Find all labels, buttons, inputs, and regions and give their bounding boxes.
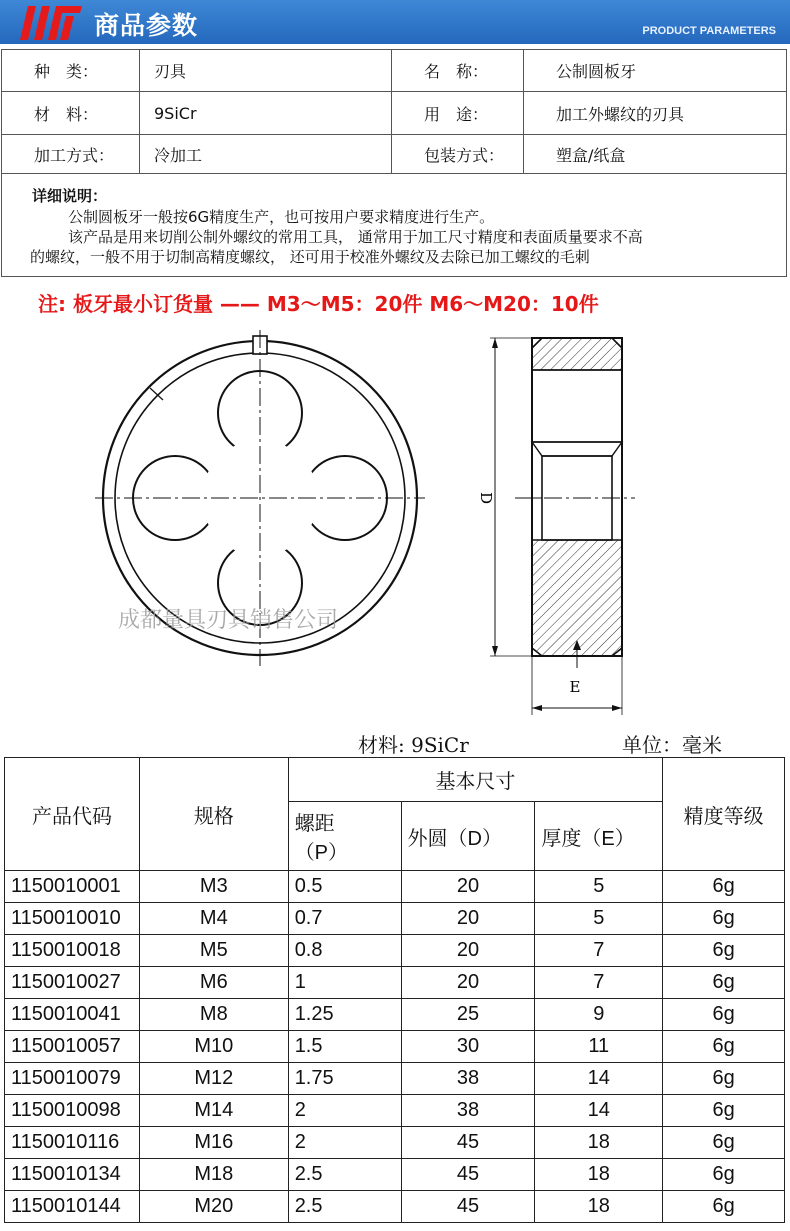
param-label: 种 类： (2, 50, 140, 91)
header-banner (0, 0, 790, 44)
cell-outer: 20 (401, 903, 535, 935)
page-title: 商品参数 (94, 11, 199, 40)
unit-label: 单位：毫米 (622, 733, 722, 757)
cell-pitch: 0.8 (288, 935, 401, 967)
cell-spec: M8 (139, 999, 288, 1031)
cell-pitch: 1.75 (288, 1063, 401, 1095)
param-label: 包装方式： (392, 135, 524, 173)
header-row (5, 758, 785, 802)
param-value: 加工外螺纹的刃具 (556, 104, 685, 124)
cell-thickness: 14 (535, 1095, 663, 1127)
param-label: 材 料： (2, 92, 140, 134)
cell-code: 1150010018 (5, 935, 140, 967)
table-row (5, 1191, 785, 1223)
table-row (5, 967, 785, 999)
table-row (5, 1127, 785, 1159)
cell-grade: 6g (663, 999, 785, 1031)
parameter-table (1, 49, 787, 277)
cell-code: 1150010116 (5, 1127, 140, 1159)
cell-code: 1150010144 (5, 1191, 140, 1223)
cell-outer: 20 (401, 967, 535, 999)
cell-thickness: 7 (535, 967, 663, 999)
cell-thickness: 18 (535, 1191, 663, 1223)
param-label: 加工方式： (2, 135, 140, 173)
param-value: 冷加工 (140, 135, 392, 173)
cell-outer: 45 (401, 1127, 535, 1159)
cell-grade: 6g (663, 935, 785, 967)
cell-grade: 6g (663, 1031, 785, 1063)
cell-outer: 20 (401, 871, 535, 903)
cell-code: 1150010079 (5, 1063, 140, 1095)
table-row (5, 999, 785, 1031)
param-value: 9SiCr (140, 92, 392, 134)
cell-grade: 6g (663, 1063, 785, 1095)
table-row (5, 871, 785, 903)
cell-thickness: 14 (535, 1063, 663, 1095)
cell-grade: 6g (663, 903, 785, 935)
cell-outer: 25 (401, 999, 535, 1031)
table-row (5, 1159, 785, 1191)
dimension-e-label: E (569, 678, 581, 696)
cell-pitch: 0.7 (288, 903, 401, 935)
header-basic-size: 基本尺寸 (288, 758, 663, 802)
header-thickness: 厚度（E） (535, 802, 663, 871)
cell-pitch: 1.25 (288, 999, 401, 1031)
cell-thickness: 18 (535, 1127, 663, 1159)
table-row (5, 1063, 785, 1095)
table-row (5, 903, 785, 935)
cell-outer: 38 (401, 1063, 535, 1095)
cell-pitch: 2.5 (288, 1191, 401, 1223)
cell-pitch: 0.5 (288, 871, 401, 903)
cell-spec: M4 (139, 903, 288, 935)
header-pitch-line2: （P） (294, 842, 349, 864)
cell-grade: 6g (663, 1127, 785, 1159)
cell-thickness: 5 (535, 871, 663, 903)
header-pitch (288, 802, 401, 871)
watermark-text: 成都量具刃具销售公司 (118, 608, 339, 633)
cell-spec: M18 (139, 1159, 288, 1191)
cell-spec: M5 (139, 935, 288, 967)
cell-code: 1150010027 (5, 967, 140, 999)
cell-outer: 45 (401, 1191, 535, 1223)
details-heading: 详细说明： (32, 187, 108, 205)
cell-grade: 6g (663, 1095, 785, 1127)
cell-thickness: 5 (535, 903, 663, 935)
cell-thickness: 11 (535, 1031, 663, 1063)
cell-code: 1150010010 (5, 903, 140, 935)
param-value: 刃具 (140, 50, 392, 91)
table-row (5, 1031, 785, 1063)
cell-spec: M12 (139, 1063, 288, 1095)
cell-spec: M10 (139, 1031, 288, 1063)
die-technical-drawing (95, 330, 655, 720)
cell-spec: M16 (139, 1127, 288, 1159)
cell-pitch: 1 (288, 967, 401, 999)
brand-logo (20, 4, 82, 42)
cell-spec: M14 (139, 1095, 288, 1127)
header-pitch-line1: 螺距 (294, 813, 335, 835)
cell-outer: 20 (401, 935, 535, 967)
cell-pitch: 2 (288, 1127, 401, 1159)
cell-code: 1150010041 (5, 999, 140, 1031)
cell-grade: 6g (663, 871, 785, 903)
cell-code: 1150010001 (5, 871, 140, 903)
table-row (5, 935, 785, 967)
cell-thickness: 9 (535, 999, 663, 1031)
param-label: 用 途： (392, 92, 524, 134)
cell-spec: M3 (139, 871, 288, 903)
header-outer: 外圆（D） (401, 802, 535, 871)
table-row (5, 1095, 785, 1127)
minimum-order-note: 注: 板牙最小订货量 —— M3～M5：20件 M6～M20：10件 (38, 292, 599, 316)
cell-grade: 6g (663, 1159, 785, 1191)
param-row (2, 92, 786, 135)
cell-outer: 30 (401, 1031, 535, 1063)
cell-code: 1150010098 (5, 1095, 140, 1127)
cell-grade: 6g (663, 1191, 785, 1223)
param-row (2, 135, 786, 174)
cell-spec: M6 (139, 967, 288, 999)
details-line: 的螺纹，一般不用于切制高精度螺纹， 还可用于校准外螺纹及去除已加工螺纹的毛刺 (30, 248, 590, 266)
specification-table (4, 757, 785, 1223)
cell-spec: M20 (139, 1191, 288, 1223)
details-line: 公制圆板牙一般按6G精度生产，也可按用户要求精度进行生产。 (68, 208, 495, 226)
header-spec: 规格 (139, 758, 288, 871)
side-view (477, 338, 635, 715)
header-code: 产品代码 (5, 758, 140, 871)
material-label: 材料: 9SiCr (358, 733, 469, 757)
cell-outer: 45 (401, 1159, 535, 1191)
param-value: 塑盒/纸盒 (556, 145, 626, 165)
cell-outer: 38 (401, 1095, 535, 1127)
cell-pitch: 2.5 (288, 1159, 401, 1191)
details-line: 该产品是用来切削公制外螺纹的常用工具， 通常用于加工尺寸精度和表面质量要求不高 (68, 228, 643, 246)
cell-thickness: 7 (535, 935, 663, 967)
param-value: 公制圆板牙 (556, 62, 637, 81)
header-grade: 精度等级 (663, 758, 785, 871)
cell-pitch: 1.5 (288, 1031, 401, 1063)
cell-thickness: 18 (535, 1159, 663, 1191)
param-row (2, 50, 786, 92)
cell-code: 1150010134 (5, 1159, 140, 1191)
page-subtitle: PRODUCT PARAMETERS (642, 25, 776, 37)
cell-code: 1150010057 (5, 1031, 140, 1063)
param-label: 名 称： (392, 50, 524, 91)
dimension-d-label: D (477, 491, 495, 505)
spec-table-body (5, 871, 785, 1223)
cell-pitch: 2 (288, 1095, 401, 1127)
cell-grade: 6g (663, 967, 785, 999)
